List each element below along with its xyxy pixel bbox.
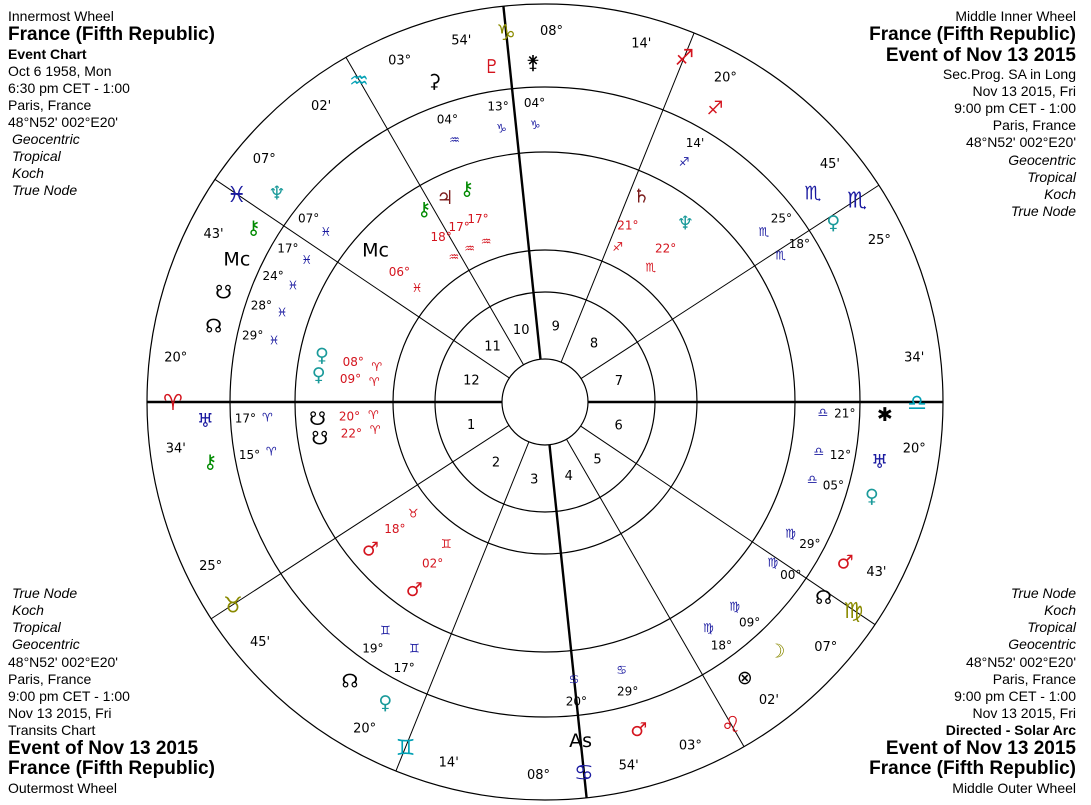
outer-planet-sign-20: ♍ (703, 620, 714, 635)
inner-planet-glyph-7: ♄ (632, 185, 650, 208)
inner-planet-degree-3: 20° (338, 409, 361, 424)
outer-planet-degree-9: 13° (487, 99, 509, 114)
cusp-degree-5: 03° (678, 738, 702, 754)
chart-zodiac: Geocentric (12, 636, 80, 653)
cusp-minute-7: 34' (904, 350, 925, 366)
outer-planet-glyph-22: As (569, 730, 592, 753)
cusp-degree-3: 20° (353, 721, 377, 737)
outer-planet-glyph-18: ☊ (815, 587, 832, 610)
outer-planet-degree-13: 18° (788, 237, 811, 252)
outer-planet-sign-15: ♎ (813, 444, 825, 459)
chart-node: True Node (12, 182, 78, 199)
outer-planet-glyph-1: ♅ (196, 409, 214, 432)
house-number-7: 7 (614, 374, 623, 390)
inner-planet-glyph-10: ⚷ (417, 198, 432, 221)
outer-planet-degree-15: 12° (829, 448, 852, 463)
inner-planet-glyph-4: ☋ (311, 427, 329, 450)
chart-place: Paris, France (8, 96, 92, 113)
house-number-2: 2 (491, 455, 501, 471)
inner-planet-sign-12: ♓ (411, 280, 423, 295)
inner-planet-sign-5: ♉ (407, 506, 419, 521)
outer-planet-degree-20: 18° (710, 638, 732, 653)
outer-planet-sign-11: ♐ (678, 155, 690, 170)
cusp-minute-11: 02' (311, 98, 332, 114)
chart-time: 6:30 pm CET - 1:00 (8, 79, 130, 96)
outer-planet-degree-14: 21° (834, 406, 856, 421)
chart-zodiac: Geocentric (1008, 151, 1076, 168)
chart-time: 9:00 pm CET - 1:00 (8, 687, 130, 704)
house-number-8: 8 (589, 336, 599, 352)
outer-planet-sign-14: ♎ (817, 405, 829, 420)
chart-system: Tropical (12, 148, 61, 165)
chart-place: Paris, France (992, 670, 1076, 687)
chart-time: 9:00 pm CET - 1:00 (954, 100, 1076, 117)
chart-name: France (Fifth Republic) (869, 758, 1076, 780)
outer-planet-degree-24: 19° (362, 641, 384, 656)
inner-planet-glyph-3: ☋ (309, 407, 327, 430)
inner-planet-degree-10: 18° (430, 229, 452, 244)
outer-planet-glyph-2: ⚷ (203, 451, 218, 474)
inner-planet-sign-8: ♏ (645, 260, 657, 275)
cusp-degree-8: 25° (867, 232, 891, 248)
outer-planet-glyph-14: ✱ (876, 403, 893, 426)
inner-planet-degree-9: 17° (467, 211, 489, 226)
outer-planet-sign-23: ♊ (409, 641, 420, 656)
chart-name: France (Fifth Republic) (869, 24, 1076, 46)
chart-date: Nov 13 2015, Fri (972, 83, 1076, 100)
outer-planet-degree-5: 24° (262, 269, 284, 284)
wheel-label: Middle Inner Wheel (955, 8, 1076, 24)
cusp-labels (163, 21, 927, 786)
house-number-11: 11 (484, 339, 501, 355)
outer-planet-degree-7: 29° (242, 328, 264, 343)
house-number-3: 3 (530, 472, 539, 488)
outer-planet-glyph-12: ♏ (804, 182, 822, 205)
outer-planet-glyph-21: ♂ (630, 718, 648, 741)
cusp-degree-11: 03° (388, 53, 412, 69)
wheel-label: Innermost Wheel (8, 8, 114, 24)
outer-planet-degree-2: 15° (238, 448, 261, 463)
inner-planet-degree-7: 21° (617, 218, 639, 233)
outer-planet-glyph-4: ⚷ (246, 216, 261, 239)
chart-date: Oct 6 1958, Mon (8, 62, 112, 79)
inner-planet-sign-3: ♈ (368, 407, 379, 422)
cusp-degree-2: 25° (199, 559, 223, 575)
cusp-minute-6: 43' (866, 564, 887, 580)
chart-system: Tropical (1027, 619, 1076, 636)
inner-planet-sign-6: ♊ (440, 536, 452, 551)
outer-planet-sign-3: ♓ (320, 224, 332, 239)
cusp-sign-8: ♏ (847, 188, 867, 214)
cusp-sign-4: ♋ (574, 760, 594, 786)
cusp-sign-12: ♓ (226, 182, 247, 208)
cusp-sign-9: ♐ (674, 46, 695, 72)
inner-planet-glyph-1: ♀ (315, 344, 329, 367)
outer-planet-degree-16: 05° (822, 478, 845, 493)
outer-planet-degree-17: 29° (799, 536, 821, 551)
outer-planet-degree-6: 28° (250, 298, 272, 313)
outer-planet-glyph-10: ⚵ (526, 52, 541, 75)
outer-planet-sign-16: ♎ (806, 472, 818, 487)
house-number-12: 12 (463, 373, 480, 389)
chart-zodiac: Geocentric (12, 130, 80, 147)
house-number-6: 6 (614, 418, 623, 434)
chart-system: Tropical (12, 619, 61, 636)
house-number-10: 10 (512, 322, 530, 338)
cusp-sign-2: ♉ (223, 593, 243, 619)
outer-planet-degree-8: 04° (436, 112, 458, 127)
chart-node: True Node (12, 585, 78, 602)
chart-type: Event Chart (8, 45, 87, 62)
chart-date: Nov 13 2015, Fri (972, 704, 1076, 721)
outer-planet-glyph-15: ♅ (871, 451, 889, 474)
cusp-minute-9: 14' (631, 36, 652, 52)
outer-planet-degree-3: 07° (297, 211, 320, 226)
cusp-minute-2: 45' (249, 635, 271, 651)
outer-planet-sign-9: ♑ (496, 121, 507, 136)
cusp-degree-1: 20° (164, 350, 188, 366)
chart-coords: 48°N52' 002°E20' (966, 134, 1076, 151)
outer-planet-sign-2: ♈ (265, 444, 277, 459)
inner-planet-degree-5: 18° (384, 521, 406, 536)
house-number-1: 1 (467, 417, 476, 433)
inner-planet-sign-1: ♈ (371, 360, 383, 375)
outer-planet-degree-1: 17° (234, 411, 257, 426)
chart-coords: 48°N52' 002°E20' (8, 653, 118, 670)
inner-planet-glyph-9: ⚷ (460, 177, 474, 200)
outer-planet-glyph-6: ☋ (215, 281, 232, 304)
inner-planet-degree-11: 17° (448, 219, 470, 234)
house-number-5: 5 (593, 452, 602, 468)
outer-planet-sign-1: ♈ (261, 410, 273, 425)
inner-planet-degree-1: 08° (342, 355, 364, 370)
wheel-ring-1 (502, 359, 588, 445)
chart-system: Tropical (1027, 168, 1076, 185)
inner-planet-degree-2: 09° (339, 372, 362, 387)
inner-planet-sign-2: ♈ (368, 375, 380, 390)
outer-planet-sign-8: ♒ (449, 133, 460, 148)
house-cusp-lines (147, 6, 943, 798)
house-number-4: 4 (564, 469, 573, 485)
inner-planet-glyph-5: ♂ (361, 538, 379, 561)
outer-planet-glyph-17: ♂ (836, 551, 854, 574)
chart-event: Event of Nov 13 2015 (8, 737, 199, 759)
house-number-9: 9 (551, 319, 560, 335)
cusp-sign-7: ♎ (907, 391, 927, 416)
cusp-minute-8: 45' (819, 156, 841, 172)
outer-planet-glyph-20: ⊗ (736, 667, 753, 690)
inner-planet-sign-7: ♐ (612, 240, 624, 255)
chart-type: Sec.Prog. SA in Long (942, 66, 1076, 83)
chart-place: Paris, France (992, 117, 1076, 134)
outer-planet-glyph-5: Mc (223, 248, 251, 271)
outer-planet-degree-22: 20° (565, 694, 587, 709)
outer-planet-glyph-19: ☽ (768, 640, 786, 663)
wheel-label: Outermost Wheel (8, 779, 117, 796)
outer-planet-sign-13: ♏ (775, 248, 787, 263)
outer-planet-glyph-7: ☊ (205, 315, 223, 338)
outer-planet-sign-4: ♓ (301, 252, 313, 267)
chart-name: France (Fifth Republic) (8, 24, 215, 46)
cusp-sign-5: ♌ (721, 713, 741, 739)
inner-wheel-planets (309, 178, 694, 601)
outer-planet-glyph-11: ♐ (706, 97, 724, 120)
cusp-sign-3: ♊ (395, 735, 416, 761)
outer-planet-degree-12: 25° (770, 211, 793, 226)
chart-coords: 48°N52' 002°E20' (8, 113, 118, 130)
cusp-degree-4: 08° (526, 767, 551, 783)
cusp-degree-7: 20° (902, 441, 926, 457)
cusp-degree-6: 07° (814, 640, 838, 656)
cusp-degree-12: 07° (252, 151, 276, 167)
chart-name: France (Fifth Republic) (8, 758, 215, 780)
outer-planet-degree-4: 17° (277, 241, 299, 256)
chart-zodiac: Geocentric (1008, 636, 1076, 653)
cusp-degree-10: 08° (539, 24, 564, 40)
outer-planet-glyph-3: ♆ (268, 182, 286, 205)
cusp-degree-9: 20° (713, 70, 737, 86)
outer-planet-sign-5: ♓ (287, 278, 299, 293)
cusp-minute-1: 34' (165, 441, 186, 457)
inner-planet-degree-12: 06° (388, 264, 410, 279)
chart-node: True Node (1010, 585, 1076, 602)
outer-planet-degree-11: 14' (685, 136, 705, 151)
cusp-minute-3: 14' (438, 755, 459, 771)
inner-planet-sign-4: ♈ (369, 422, 381, 437)
cusp-sign-11: ♒ (349, 68, 369, 94)
outer-planet-glyph-13: ♀ (826, 211, 841, 234)
cusp-minute-4: 54' (618, 758, 639, 774)
outer-planet-sign-21: ♋ (616, 663, 628, 678)
house-numbers (463, 320, 623, 488)
cusp-sign-1: ♈ (163, 391, 183, 416)
chart-node: True Node (1010, 202, 1076, 219)
wheel-label: Middle Outer Wheel (952, 779, 1076, 796)
chart-place: Paris, France (8, 670, 92, 687)
inner-planet-glyph-12: Mc (362, 239, 389, 262)
cusp-sign-10: ♑ (496, 21, 516, 47)
outer-planet-sign-18: ♍ (767, 555, 779, 570)
outer-planet-sign-17: ♍ (785, 526, 796, 541)
chart-type: Directed - Solar Arc (945, 721, 1076, 738)
outer-planet-sign-7: ♓ (268, 333, 280, 348)
outer-planet-degree-19: 09° (738, 615, 761, 630)
outer-planet-glyph-8: ⚳ (427, 70, 442, 93)
inner-planet-sign-11: ♒ (464, 241, 475, 256)
cusp-minute-5: 02' (758, 693, 779, 709)
inner-planet-degree-6: 02° (421, 556, 444, 571)
inner-planet-sign-10: ♒ (448, 250, 460, 265)
outer-planet-sign-19: ♍ (729, 599, 740, 614)
house-cusp-9 (561, 33, 694, 362)
outer-planet-degree-18: 00° (780, 568, 802, 583)
outer-planet-sign-12: ♏ (758, 224, 770, 239)
inner-planet-glyph-2: ♀ (311, 364, 326, 387)
outer-planet-degree-10: 04° (523, 96, 546, 111)
outer-planet-degree-23: 17° (393, 660, 415, 675)
chart-houses: Koch (1044, 185, 1076, 202)
outer-planet-sign-22: ♋ (568, 672, 580, 687)
outer-planet-degree-21: 29° (617, 684, 639, 699)
inner-planet-glyph-11: ♃ (436, 187, 454, 210)
chart-houses: Koch (1044, 602, 1076, 619)
chart-event: Event of Nov 13 2015 (885, 44, 1076, 66)
inner-planet-glyph-8: ♆ (676, 212, 694, 235)
cusp-sign-6: ♍ (843, 599, 864, 625)
outer-planet-glyph-16: ♀ (864, 485, 879, 508)
cusp-minute-12: 43' (203, 227, 224, 243)
outer-planet-sign-6: ♓ (276, 305, 288, 320)
outer-planet-glyph-9: ♇ (483, 56, 501, 79)
house-cusp-5 (564, 439, 745, 746)
chart-date: Nov 13 2015, Fri (8, 704, 112, 721)
inner-planet-degree-8: 22° (655, 241, 677, 256)
chart-houses: Koch (12, 602, 44, 619)
outer-planet-glyph-24: ☊ (341, 670, 359, 693)
chart-time: 9:00 pm CET - 1:00 (954, 687, 1076, 704)
cusp-minute-10: 54' (451, 33, 472, 49)
chart-coords: 48°N52' 002°E20' (966, 653, 1076, 670)
outer-planet-sign-10: ♑ (529, 118, 541, 133)
outer-planet-glyph-23: ♀ (378, 692, 393, 715)
outer-planet-sign-24: ♊ (380, 623, 391, 638)
house-cusp-12 (215, 179, 509, 378)
chart-houses: Koch (12, 165, 44, 182)
chart-type: Transits Chart (8, 721, 96, 738)
chart-event: Event of Nov 13 2015 (885, 737, 1076, 759)
inner-planet-sign-9: ♒ (480, 234, 492, 249)
inner-planet-glyph-6: ♂ (405, 578, 423, 601)
inner-planet-degree-4: 22° (340, 426, 363, 441)
